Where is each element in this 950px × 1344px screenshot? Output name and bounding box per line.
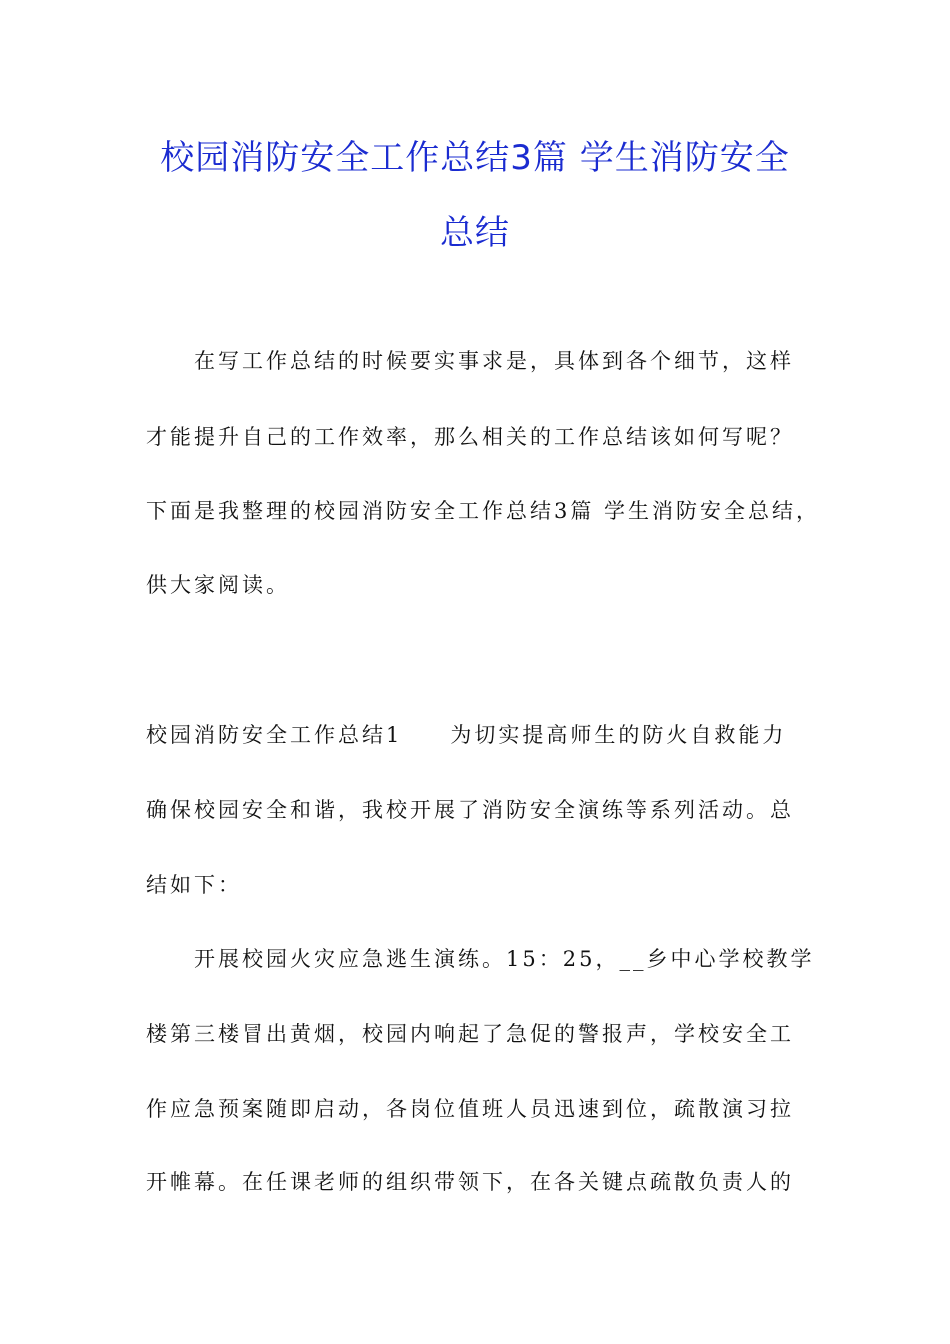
intro-line-2: 才能提升自己的工作效率，那么相关的工作总结该如何写呢？ <box>146 425 794 449</box>
document-title-line-1: 校园消防安全工作总结3篇 学生消防安全 <box>160 138 790 178</box>
intro-line-3: 下面是我整理的校园消防安全工作总结3篇 学生消防安全总结， <box>146 499 821 523</box>
section1-line-1: 校园消防安全工作总结1 为切实提高师生的防火自救能力 <box>146 723 787 747</box>
intro-line-1: 在写工作总结的时候要实事求是，具体到各个细节，这样 <box>194 349 794 373</box>
section1-line-3: 结如下： <box>146 873 242 897</box>
document-title-line-2: 总结 <box>440 213 510 253</box>
intro-line-4: 供大家阅读。 <box>146 573 290 597</box>
section1-line-2: 确保校园安全和谐，我校开展了消防安全演练等系列活动。总 <box>146 798 794 822</box>
para2-line-2: 楼第三楼冒出黄烟，校园内响起了急促的警报声，学校安全工 <box>146 1022 794 1046</box>
para2-line-4: 开帷幕。在任课老师的组织带领下，在各关键点疏散负责人的 <box>146 1170 794 1194</box>
para2-line-3: 作应急预案随即启动，各岗位值班人员迅速到位，疏散演习拉 <box>146 1097 794 1121</box>
para2-line-1: 开展校园火灾应急逃生演练。15：25，__乡中心学校教学 <box>194 947 815 971</box>
